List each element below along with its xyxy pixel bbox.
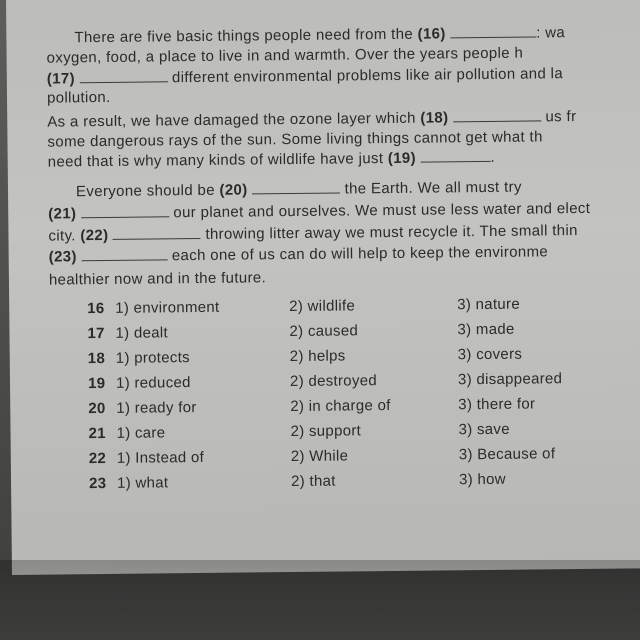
question-number: 20 [88,399,106,418]
question-number: 21 [88,424,106,443]
gap-16-blank [450,25,536,38]
question-number: 23 [88,474,107,493]
gap-number-16: (16) [417,25,446,43]
option-2: 2) caused [289,322,359,341]
passage-line-3: (17) different environmental problems like air pollution and la [46,65,564,88]
passage [46,23,640,289]
option-2: 2) wildlife [289,297,356,316]
page-edge-shadow [0,560,640,640]
option-2: 2) support [290,422,362,441]
gap-number-20: (20) [219,181,248,199]
gap-number-21: (21) [48,205,77,223]
passage-line-4: pollution. [46,88,111,107]
gap-22-blank [113,227,201,240]
question-number: 18 [87,349,106,368]
option-1: 1) reduced [115,374,191,392]
gap-number-18: (18) [420,109,449,127]
gap-21-blank [81,205,169,218]
passage-line-1: There are five basic things people need from the (16) : wa [74,24,566,47]
gap-17-blank [79,70,167,83]
option-1: 1) what [116,474,169,492]
option-1: 1) dealt [115,324,169,342]
passage-line-5: As a result, we have damaged the ozone layer which (18) us fr [47,108,577,131]
passage-line-7: need that is why many kinds of wildlife have just (19) . [47,148,496,171]
question-number: 19 [87,374,106,393]
option-2: 2) helps [289,347,346,366]
option-3: 3) save [458,420,510,439]
gap-number-23: (23) [48,248,77,266]
option-3: 3) nature [457,295,521,314]
passage-line-6: some dangerous rays of the sun. Some living things cannot get what th [47,128,543,151]
option-2: 2) that [290,472,336,491]
option-3: 3) made [457,320,515,339]
option-3: 3) Because of [458,445,556,464]
option-3: 3) there for [458,395,536,414]
gap-20-blank [252,182,340,195]
option-3: 3) covers [457,345,523,364]
option-2: 2) in charge of [290,396,391,416]
textbook-page [6,0,640,575]
passage-line-11: (23) each one of us can do will help to keep the environme [48,243,549,266]
passage-line-9: (21) our planet and ourselves. We must use less water and elect [48,199,591,223]
option-1: 1) ready for [116,399,197,417]
option-1: 1) Instead of [116,448,205,467]
option-2: 2) destroyed [289,372,378,391]
gap-23-blank [81,248,167,261]
option-1: 1) care [116,424,166,442]
gap-18-blank [453,109,541,122]
option-3: 3) disappeared [457,370,563,389]
passage-line-2: oxygen, food, a place to live in and warmth. Over the years people h [46,44,524,67]
passage-line-10: city. (22) throwing litter away we must recycle it. The small thin [48,222,578,245]
gap-19-blank [420,150,490,163]
question-number: 16 [87,299,105,318]
gap-number-19: (19) [387,149,417,168]
gap-number-22: (22) [80,226,109,245]
passage-line-8: Everyone should be (20) the Earth. We all must try [75,178,522,201]
option-2: 2) While [290,447,349,466]
gap-number-17: (17) [46,70,75,88]
option-1: 1) environment [115,298,220,317]
option-1: 1) protects [115,349,191,367]
passage-line-12: healthier now and in the future. [48,269,267,289]
question-number: 22 [88,449,107,468]
question-number: 17 [87,324,105,343]
option-3: 3) how [458,470,506,489]
